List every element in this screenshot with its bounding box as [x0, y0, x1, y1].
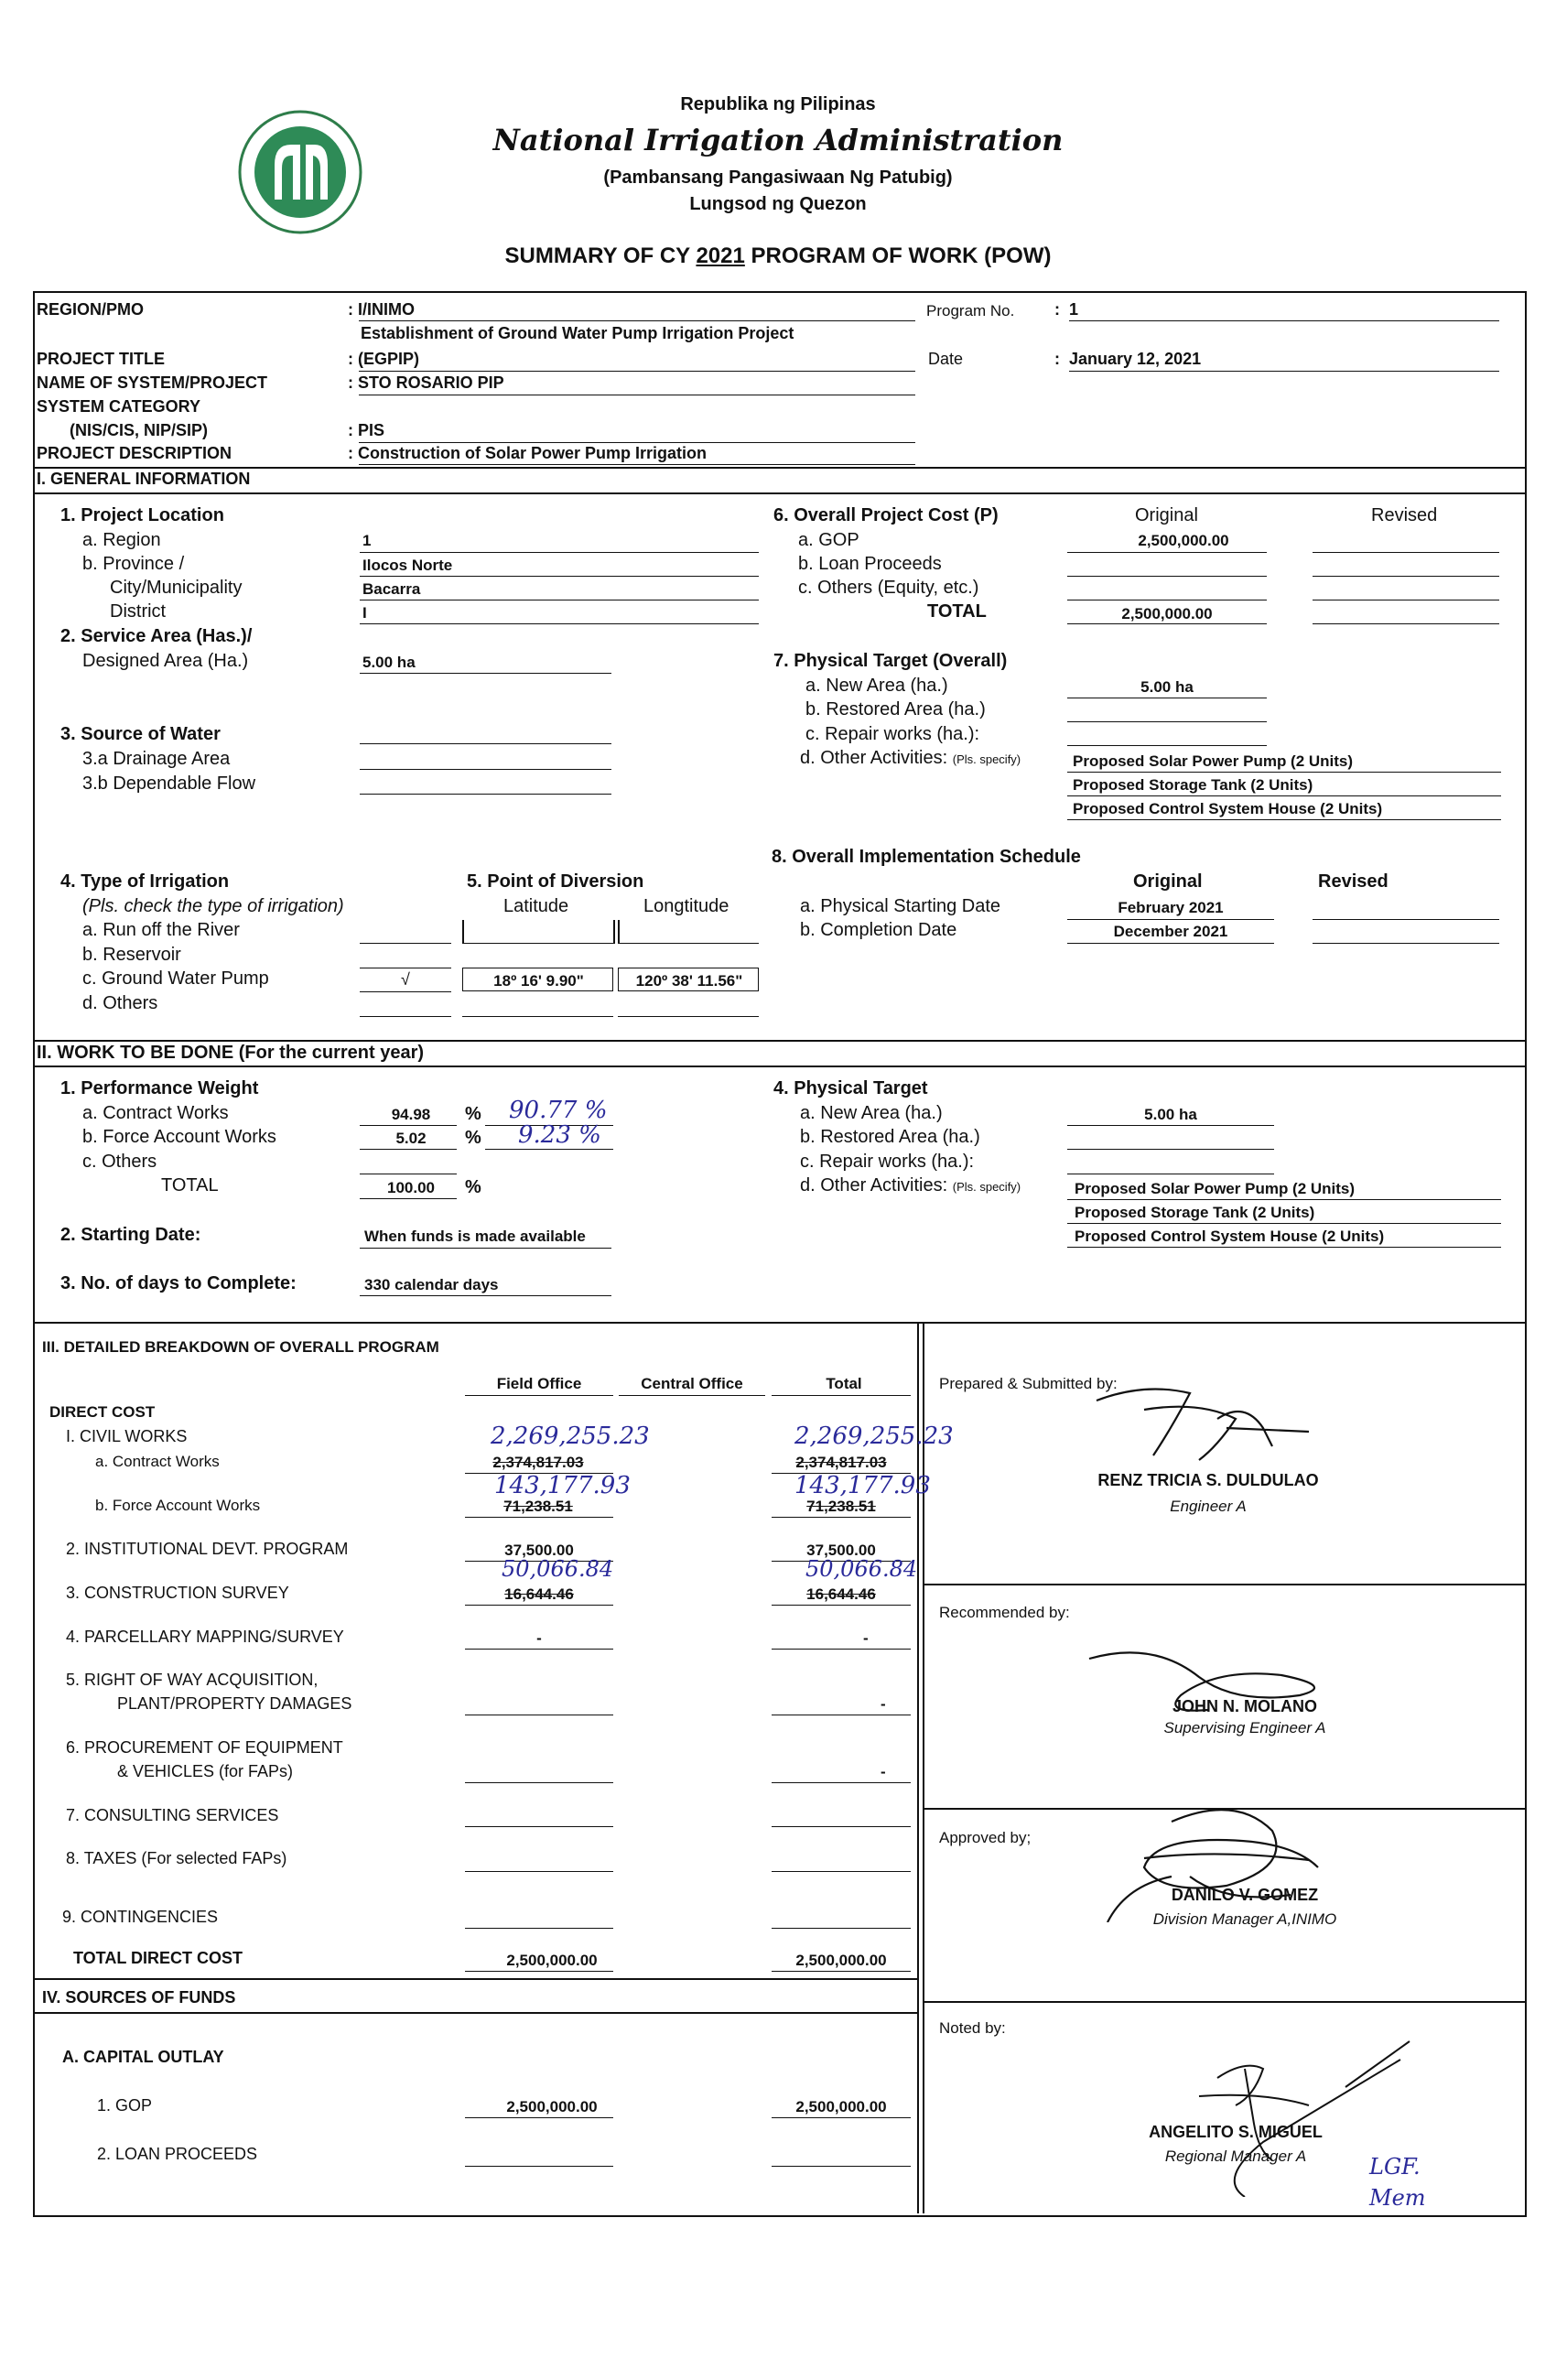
work-other-activities-text: d. Other Activities:: [800, 1175, 948, 1195]
funds-loan-label: 2. LOAN PROCEEDS: [97, 2145, 258, 2163]
irrigation-d: d. Others: [82, 993, 158, 1013]
project-title-line2: : (EGPIP): [348, 350, 420, 368]
gop-label: a. GOP: [798, 530, 859, 550]
activity-1: Proposed Solar Power Pump (2 Units): [1073, 752, 1354, 770]
longitude-label: Longtitude: [643, 896, 729, 916]
days-value: 330 calendar days: [364, 1276, 499, 1293]
city-label: Lungsod ng Quezon: [689, 194, 867, 214]
approved-title: Division Manager A,INIMO: [1152, 1910, 1337, 1928]
target-heading: 7. Physical Target (Overall): [773, 651, 1008, 671]
survey-row-label: 3. CONSTRUCTION SURVEY: [66, 1584, 289, 1602]
repair-label: c. Repair works (ha.):: [805, 724, 980, 744]
work-activity-3: Proposed Control System House (2 Units): [1075, 1228, 1385, 1245]
funds-heading: IV. SOURCES OF FUNDS: [42, 1988, 236, 2007]
description-label: PROJECT DESCRIPTION: [37, 444, 232, 462]
drainage-label: 3.a Drainage Area: [82, 749, 231, 769]
recommended-label: Recommended by:: [939, 1604, 1070, 1621]
work-new-area-value: 5.00 ha: [1144, 1106, 1197, 1123]
force-total-old: 71,238.51: [806, 1498, 876, 1515]
others-works-label: c. Others: [82, 1152, 157, 1172]
work-repair-label: c. Repair works (ha.):: [800, 1152, 975, 1172]
date-text: January 12, 2021: [1069, 350, 1202, 368]
work-activity-1: Proposed Solar Power Pump (2 Units): [1075, 1180, 1356, 1197]
general-heading: I. GENERAL INFORMATION: [37, 470, 251, 488]
province-value: Ilocos Norte: [362, 557, 453, 574]
force-row-label: b. Force Account Works: [95, 1497, 261, 1514]
project-title-label: PROJECT TITLE: [37, 350, 166, 368]
irrigation-note: (Pls. check the type of irrigation): [82, 896, 344, 916]
schedule-revised-label: Revised: [1318, 871, 1389, 892]
recommended-title: Supervising Engineer A: [1163, 1719, 1326, 1736]
funds-gop-total: 2,500,000.00: [795, 2098, 887, 2115]
date-value: : January 12, 2021: [1054, 350, 1202, 368]
taxes-row-label: 8. TAXES (For selected FAPs): [66, 1849, 287, 1867]
new-area-label: a. New Area (ha.): [805, 676, 948, 696]
work-activity-2: Proposed Storage Tank (2 Units): [1075, 1204, 1315, 1221]
civil-works-label: I. CIVIL WORKS: [66, 1427, 188, 1445]
service-area-label: 2. Service Area (Has.)/: [60, 626, 253, 646]
contract-total-hw: 2,269,255.23: [794, 1423, 954, 1450]
force-field-old: 71,238.51: [503, 1498, 573, 1515]
prepared-name: RENZ TRICIA S. DULDULAO: [1097, 1471, 1319, 1489]
total-cost-value: 2,500,000.00: [1121, 605, 1213, 622]
col-central-office: Central Office: [641, 1375, 743, 1392]
water-heading: 3. Source of Water: [60, 724, 221, 744]
city-label: City/Municipality: [110, 578, 243, 598]
force-total-hw: 143,177.93: [794, 1472, 931, 1499]
contract-total-old: 2,374,817.03: [795, 1454, 887, 1471]
region-value: : I/INIMO: [348, 300, 415, 319]
gop-value: 2,500,000.00: [1138, 532, 1229, 549]
work-heading: II. WORK TO BE DONE (For the current year): [37, 1043, 425, 1063]
agency-filipino: (Pambansang Pangasiwaan Ng Patubig): [603, 168, 953, 188]
cost-revised-label: Revised: [1371, 505, 1438, 525]
force-pct: %: [465, 1128, 481, 1148]
contingencies-row-label: 9. CONTINGENCIES: [62, 1908, 219, 1926]
cost-heading: 6. Overall Project Cost (P): [773, 505, 999, 525]
force-works-label: b. Force Account Works: [82, 1127, 276, 1147]
work-new-area-label: a. New Area (ha.): [800, 1103, 943, 1123]
irrigation-c: c. Ground Water Pump: [82, 968, 269, 989]
recommended-name: JOHN N. MOLANO: [1172, 1697, 1317, 1715]
new-area-value: 5.00 ha: [1140, 678, 1194, 696]
noted-name: ANGELITO S. MIGUEL: [1149, 2123, 1323, 2141]
col-total: Total: [826, 1375, 862, 1392]
activity-2: Proposed Storage Tank (2 Units): [1073, 776, 1313, 794]
cost-original-label: Original: [1135, 505, 1198, 525]
district-value: I: [362, 604, 367, 622]
total-direct-field: 2,500,000.00: [506, 1952, 598, 1969]
parcel-row-label: 4. PARCELLARY MAPPING/SURVEY: [66, 1628, 344, 1646]
work-other-activities-label: [800, 1175, 1021, 1196]
total-direct-label: TOTAL DIRECT COST: [73, 1949, 243, 1967]
title-year: 2021: [696, 243, 745, 268]
starting-date-value: When funds is made available: [364, 1228, 586, 1245]
contract-field-hw: 2,269,255.23: [491, 1423, 650, 1450]
survey-total-old: 16,644.46: [806, 1585, 876, 1603]
diversion-heading: 5. Point of Diversion: [467, 871, 644, 892]
noted-label: Noted by:: [939, 2019, 1006, 2037]
schedule-original-label: Original: [1133, 871, 1203, 892]
days-label: 3. No. of days to Complete:: [60, 1273, 297, 1293]
starting-date-label: 2. Starting Date:: [60, 1225, 201, 1245]
agency-name: National Irrigation Administration: [492, 123, 1064, 157]
prepared-title: Engineer A: [1170, 1498, 1247, 1515]
capital-outlay-label: A. CAPITAL OUTLAY: [62, 2048, 224, 2066]
other-activities-label: [800, 748, 1021, 769]
republic-label: Republika ng Pilipinas: [680, 94, 876, 114]
approved-label: Approved by;: [939, 1829, 1032, 1846]
schedule-heading: 8. Overall Implementation Schedule: [772, 847, 1081, 867]
category-value: : PIS: [348, 421, 385, 439]
col-field-office: Field Office: [496, 1375, 582, 1392]
contract-row-label: a. Contract Works: [95, 1453, 220, 1470]
region-label: REGION/PMO: [37, 300, 145, 319]
work-total-value: 100.00: [387, 1179, 435, 1196]
proc-line1: 6. PROCUREMENT OF EQUIPMENT: [66, 1738, 343, 1757]
prepared-signature: [1089, 1373, 1327, 1474]
irrigation-a: a. Run off the River: [82, 920, 240, 940]
province-label: b. Province /: [82, 554, 185, 574]
start-date-label: a. Physical Starting Date: [800, 896, 1000, 916]
prepared-label: Prepared & Submitted by:: [939, 1375, 1118, 1392]
inst-total-value: 37,500.00: [806, 1542, 876, 1559]
category-label: SYSTEM CATEGORY: [37, 397, 201, 416]
total-direct-total: 2,500,000.00: [795, 1952, 887, 1969]
contract-field-old: 2,374,817.03: [492, 1454, 584, 1471]
inst-row-label: 2. INSTITUTIONAL DEVT. PROGRAM: [66, 1540, 349, 1558]
consult-row-label: 7. CONSULTING SERVICES: [66, 1806, 279, 1824]
perf-heading: 1. Performance Weight: [60, 1078, 259, 1098]
flow-label: 3.b Dependable Flow: [82, 774, 256, 794]
force-field-hw: 143,177.93: [494, 1472, 631, 1499]
program-no-label: Program No.: [926, 302, 1015, 319]
restored-label: b. Restored Area (ha.): [805, 699, 986, 719]
survey-total-hw: 50,066.84: [805, 1556, 918, 1582]
description-value: : Construction of Solar Power Pump Irrigation: [348, 444, 708, 462]
margin-note: LGF. Mem: [1369, 2154, 1426, 2211]
activity-3: Proposed Control System House (2 Units): [1073, 800, 1383, 817]
title-prefix: SUMMARY OF CY: [504, 243, 697, 268]
inst-field-value: 37,500.00: [504, 1542, 574, 1559]
proc-line2: & VEHICLES (for FAPs): [117, 1762, 294, 1780]
start-date-value: February 2021: [1118, 899, 1224, 916]
total-pct: %: [465, 1177, 481, 1197]
force-hw-value: 9.23 %: [518, 1121, 601, 1149]
survey-field-hw: 50,066.84: [502, 1556, 614, 1582]
contract-hw-value: 90.77 %: [509, 1097, 608, 1124]
proc-total: -: [881, 1763, 886, 1780]
row-acq-line1: 5. RIGHT OF WAY ACQUISITION,: [66, 1671, 319, 1689]
region-field-label: a. Region: [82, 530, 161, 550]
contract-pct: %: [465, 1104, 481, 1124]
longitude-value: 120º 38' 11.56": [635, 972, 743, 990]
program-no-number: 1: [1069, 300, 1079, 319]
funds-gop-field: 2,500,000.00: [506, 2098, 598, 2115]
irrigation-heading: 4. Type of Irrigation: [60, 871, 230, 892]
other-activities-text: d. Other Activities:: [800, 748, 948, 768]
row-acq-line2: PLANT/PROPERTY DAMAGES: [117, 1694, 352, 1713]
location-heading: 1. Project Location: [60, 505, 224, 525]
breakdown-heading: III. DETAILED BREAKDOWN OF OVERALL PROGRAM: [42, 1338, 439, 1356]
force-works-value: 5.02: [395, 1130, 427, 1147]
project-title-line1: Establishment of Ground Water Pump Irrigation Project: [361, 324, 794, 342]
specify-note: (Pls. specify): [952, 752, 1021, 766]
program-no-value: : 1: [1054, 300, 1079, 319]
row-acq-total: -: [881, 1695, 886, 1713]
contract-works-value: 94.98: [391, 1106, 431, 1123]
funds-gop-label: 1. GOP: [97, 2096, 153, 2115]
irrigation-c-check: √: [401, 970, 410, 989]
page-title: [0, 243, 1556, 269]
region-field-value: 1: [362, 532, 372, 549]
approved-name: DANILO V. GOMEZ: [1171, 1886, 1319, 1904]
work-specify-note: (Pls. specify): [952, 1180, 1021, 1194]
irrigation-b: b. Reservoir: [82, 945, 181, 965]
designed-area-value: 5.00 ha: [362, 654, 416, 671]
loan-label: b. Loan Proceeds: [798, 554, 942, 574]
latitude-label: Latitude: [503, 896, 569, 916]
parcel-field-value: -: [536, 1629, 542, 1647]
work-restored-label: b. Restored Area (ha.): [800, 1127, 980, 1147]
city-value: Bacarra: [362, 580, 421, 598]
completion-value: December 2021: [1113, 923, 1228, 940]
system-value: : STO ROSARIO PIP: [348, 373, 504, 392]
latitude-value: 18º 16' 9.90": [493, 972, 584, 990]
others-label: c. Others (Equity, etc.): [798, 578, 979, 598]
completion-label: b. Completion Date: [800, 920, 957, 940]
category-sub-label: (NIS/CIS, NIP/SIP): [70, 421, 209, 439]
title-suffix: PROGRAM OF WORK (POW): [744, 243, 1052, 268]
parcel-total-value: -: [863, 1629, 869, 1647]
district-label: District: [110, 601, 167, 622]
direct-cost-label: DIRECT COST: [49, 1403, 156, 1421]
work-total-label: TOTAL: [161, 1175, 219, 1195]
total-cost-label: TOTAL: [927, 601, 987, 622]
survey-field-old: 16,644.46: [504, 1585, 574, 1603]
system-label: NAME OF SYSTEM/PROJECT: [37, 373, 268, 392]
designed-area-label: Designed Area (Ha.): [82, 651, 249, 671]
contract-works-label: a. Contract Works: [82, 1103, 229, 1123]
noted-title: Regional Manager A: [1164, 2147, 1307, 2165]
work-target-heading: 4. Physical Target: [773, 1078, 928, 1098]
date-label: Date: [928, 350, 964, 368]
